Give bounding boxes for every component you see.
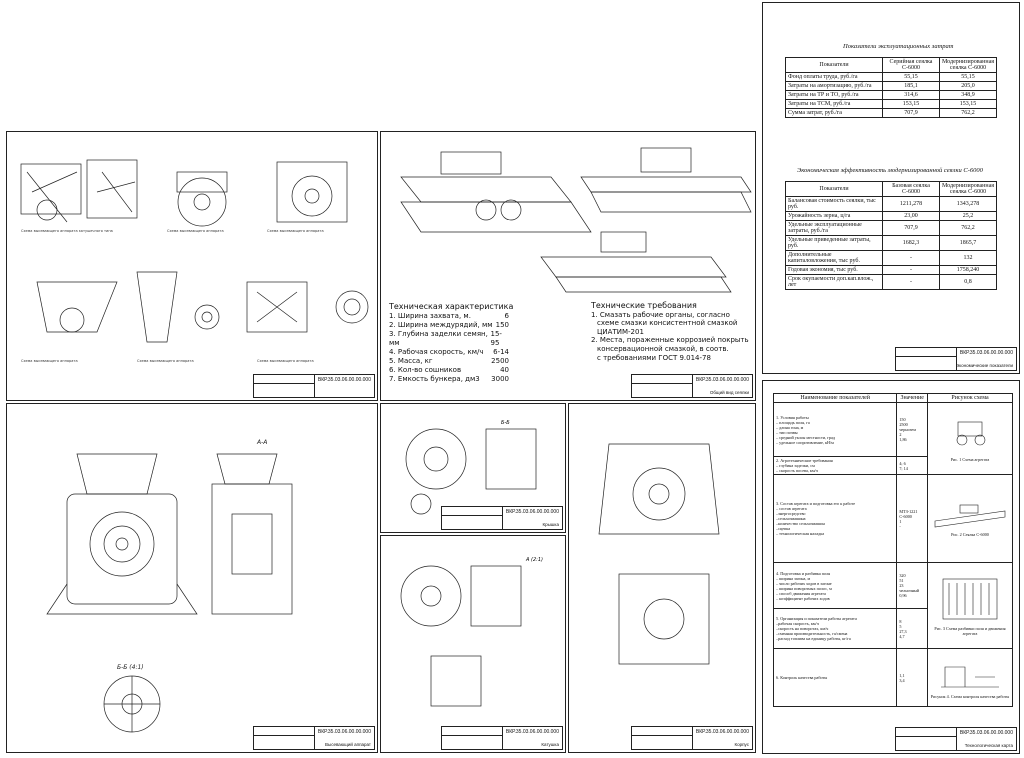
spec-row: 7. Емкость бункера, дм3 3000 — [389, 375, 509, 383]
unit-scheme-icon — [940, 416, 1000, 456]
table-row: 5. Организация и показатели работы агрегата –рабочая скорость, км/ч –скорость на поворотах, км/ч –сменная производительность, га/смена –расход топлива на единицу работы, кг/га 8 5 27,3 4,7 — [774, 609, 1013, 649]
seeding-unit-drawing — [7, 404, 378, 753]
tech-card-table: Наименование показателей Значение Рисунок схема 1. Условия работы – площадь поля, га – длина гона, м – тип почвы – средний уклон местности, град – удельное сопротивление, кН/м 150 2500 чернозем 2 1,86 Рис. 1 Схема агрегата 2. Агротехнические требования – глубина заделки, см – скорость посева, км/ч 4; 6 7; 14 3. Состав агрегата и подготовка его к работе – состав агрегата –энергосредство –сельхозмашина –количество сельхозмашин –сцепка – технологическая наладка МТЗ-1221 С-6000 1 - Рис. 2 Сеялка С-6000 4. Подготовка и разбивка поля – ширина загона, м – число рабочих ходов в загоне – ширина поворотных полос, м – способ движения агрегата – коэффициент рабочих ходов 320 51 23 челночный 0,96 Рис. 3 Схема разбивки поля и движения агрегата 5. Организация и показатели работы агрегата –рабочая скорость, км/ч –скорость на поворотах, км/ч –сменная производительность, га/смена –расход топлива на единицу работы, кг/га 8 5 27,3 4,7 6. Контроль качества работы 1,1 3,4 Рисунок 4. Схема контроля качества работы — [773, 393, 1013, 707]
table-row: Срок окупаемости доп.кап.влож., лет - 0,8 — [786, 275, 997, 290]
efficiency-table: Показатели Базовая сеялка С-6000 Модернизированная сеялка С-6000 Балансовая стоимость сеялки, тыс руб. 1211,278 1343,278 Урожайность зерна, ц/га 23,00 25,2 Удельные эксплуатационные затраты, руб./га 707,9 762,2 Удельные приведенные затраты, руб. 1682,3 1865,7 Дополнительные капиталовложения, тыс руб. - 132 Годовая экономия, тыс руб. - 1758,240 Срок окупаемости доп.кап.влож., лет - 0,8 — [785, 181, 997, 290]
seeding-schemes-drawing — [7, 132, 378, 401]
table-row: Затраты на амортизацию, руб./га 185,1 205,0 — [786, 82, 997, 91]
table-row: 6. Контроль качества работы 1,1 3,4 Рисунок 4. Схема контроля качества работы — [774, 649, 1013, 707]
table-row: 1. Условия работы – площадь поля, га – длина гона, м – тип почвы – средний уклон местности, град – удельное сопротивление, кН/м 150 2500 чернозем 2 1,86 Рис. 1 Схема агрегата — [774, 403, 1013, 457]
title-block: ВКР.35.03.06.00.00.000 Корпус — [631, 726, 753, 750]
quality-control-icon — [935, 657, 1005, 693]
sheet-housing-part — [568, 403, 756, 753]
table-row: Балансовая стоимость сеялки, тыс руб. 1211,278 1343,278 — [786, 197, 997, 212]
tech-req-title: Технические требования — [591, 301, 697, 310]
title-block: ВКР.35.03.06.00.00.000 Катушка — [441, 726, 563, 750]
title-block: ВКР.35.03.06.00.00.000 Крышка — [441, 506, 563, 530]
svg-text:Схема высевающего аппарата: Схема высевающего аппарата — [21, 359, 78, 363]
sheet-seeding-schemes — [6, 131, 378, 401]
spec-row: 5. Масса, кг 2500 — [389, 357, 509, 365]
spec-row: 3. Глубина заделки семян, мм 15-95 — [389, 330, 502, 347]
operating-costs-table: Показатели Серийная сеялка С-6000 Модернизированная сеялка С-6000 Фонд оплаты труда, руб./га 55,15 55,15 Затраты на амортизацию, руб./га 185,1 205,0 Затраты на ТР и ТО, руб./га 314,6 348,9 Затраты на ТСМ, руб./га 153,15 153,15 Сумма затрат, руб./га 707,9 762,2 — [785, 57, 997, 118]
sheet-coil-part — [380, 535, 566, 753]
sheet-seeding-unit — [6, 403, 378, 753]
svg-text:Схема высевающего аппарата кат: Схема высевающего аппарата катушечного типа — [21, 229, 113, 233]
svg-text:Схема высевающего аппарата: Схема высевающего аппарата — [257, 359, 314, 363]
tech-specs — [389, 302, 513, 384]
table-row: Удельные приведенные затраты, руб. 1682,3 1865,7 — [786, 236, 997, 251]
title-block: ВКР.35.03.06.00.00.000 Технологическая карта — [895, 727, 1017, 751]
table-row: Затраты на ТСМ, руб./га 153,15 153,15 — [786, 100, 997, 109]
table-row: Дополнительные капиталовложения, тыс руб. - 132 — [786, 251, 997, 266]
table-row: 3. Состав агрегата и подготовка его к работе – состав агрегата –энергосредство –сельхозмашина –количество сельхозмашин –сцепка – технологическая наладка МТЗ-1221 С-6000 1 - Рис. 2 Сеялка С-6000 — [774, 475, 1013, 563]
spec-row: 1. Ширина захвата, м. 6 — [389, 312, 509, 320]
svg-text:Схема высевающего аппарата: Схема высевающего аппарата — [267, 229, 324, 233]
table-row: Урожайность зерна, ц/га 23,00 25,2 — [786, 212, 997, 221]
svg-text:Схема высевающего аппарата: Схема высевающего аппарата — [137, 359, 194, 363]
table-row: Удельные эксплуатационные затраты, руб./га 707,9 762,2 — [786, 221, 997, 236]
efficiency-caption: Экономическая эффективность модернизированной сеялки С-6000 — [797, 167, 983, 174]
table-row: 2. Агротехнические требования – глубина заделки, см – скорость посева, км/ч 4; 6 7; 14 — [774, 457, 1013, 475]
svg-text:Б-Б: Б-Б — [501, 420, 510, 426]
sheet-tech-card — [762, 380, 1020, 754]
coil-drawing — [381, 536, 566, 753]
table-row: Годовая экономия, тыс руб. - 1758,240 — [786, 266, 997, 275]
sheet-economic-indicators — [762, 2, 1020, 374]
tech-requirements: Технические требования 1. Смазать рабочие органы, согласно схеме смазки консистентной смазкой ЦИАТИМ-201 2. Места, пораженные коррозией покрыть консервационной смазкой, в соотв. с требованиями ГОСТ 9.014-78 — [591, 301, 749, 362]
spec-row: 6. Кол-во сошников 40 — [389, 366, 509, 374]
seeder-scheme-icon — [930, 501, 1010, 531]
sheet-cover-part — [380, 403, 566, 533]
section-aa-label: А-А — [257, 439, 268, 446]
sheet-general-view — [380, 131, 756, 401]
svg-text:А (2:1): А (2:1) — [526, 557, 543, 563]
section-b6-label: Б-Б (4:1) — [117, 664, 144, 671]
housing-drawing — [569, 404, 756, 753]
svg-text:Схема высевающего аппарата: Схема высевающего аппарата — [167, 229, 224, 233]
title-block: ВКР.35.03.06.00.00.000 Общий вид сеялки — [631, 374, 753, 398]
table-row: Фонд оплаты труда, руб./га 55,15 55,15 — [786, 73, 997, 82]
table-row: Затраты на ТР и ТО, руб./га 314,6 348,9 — [786, 91, 997, 100]
spec-row: 2. Ширина междурядий, мм 150 — [389, 321, 509, 329]
operating-costs-caption: Показатели эксплуатационных затрат — [843, 43, 954, 50]
spec-row: 4. Рабочая скорость, км/ч 6-14 — [389, 348, 509, 356]
tech-specs-title: Техническая характеристика — [389, 302, 514, 311]
title-block: ВКР.35.03.06.00.00.000 Высевающий аппарат — [253, 726, 375, 750]
drawing-code: ВКР.35.03.06.00.00.000 — [317, 377, 371, 383]
title-block: ВКР.35.03.06.00.00.000 Экономические показатели — [895, 347, 1017, 371]
title-block — [253, 374, 375, 398]
table-row: Сумма затрат, руб./га 707,9 762,2 — [786, 109, 997, 118]
field-layout-icon — [935, 575, 1005, 625]
table-row: 4. Подготовка и разбивка поля – ширина загона, м – число рабочих ходов в загоне – ширина поворотных полос, м – способ движения агрегата – коэффициент рабочих ходов 320 51 23 челночный 0,96 Рис. 3 Схема разбивки поля и движения агрегата — [774, 563, 1013, 609]
